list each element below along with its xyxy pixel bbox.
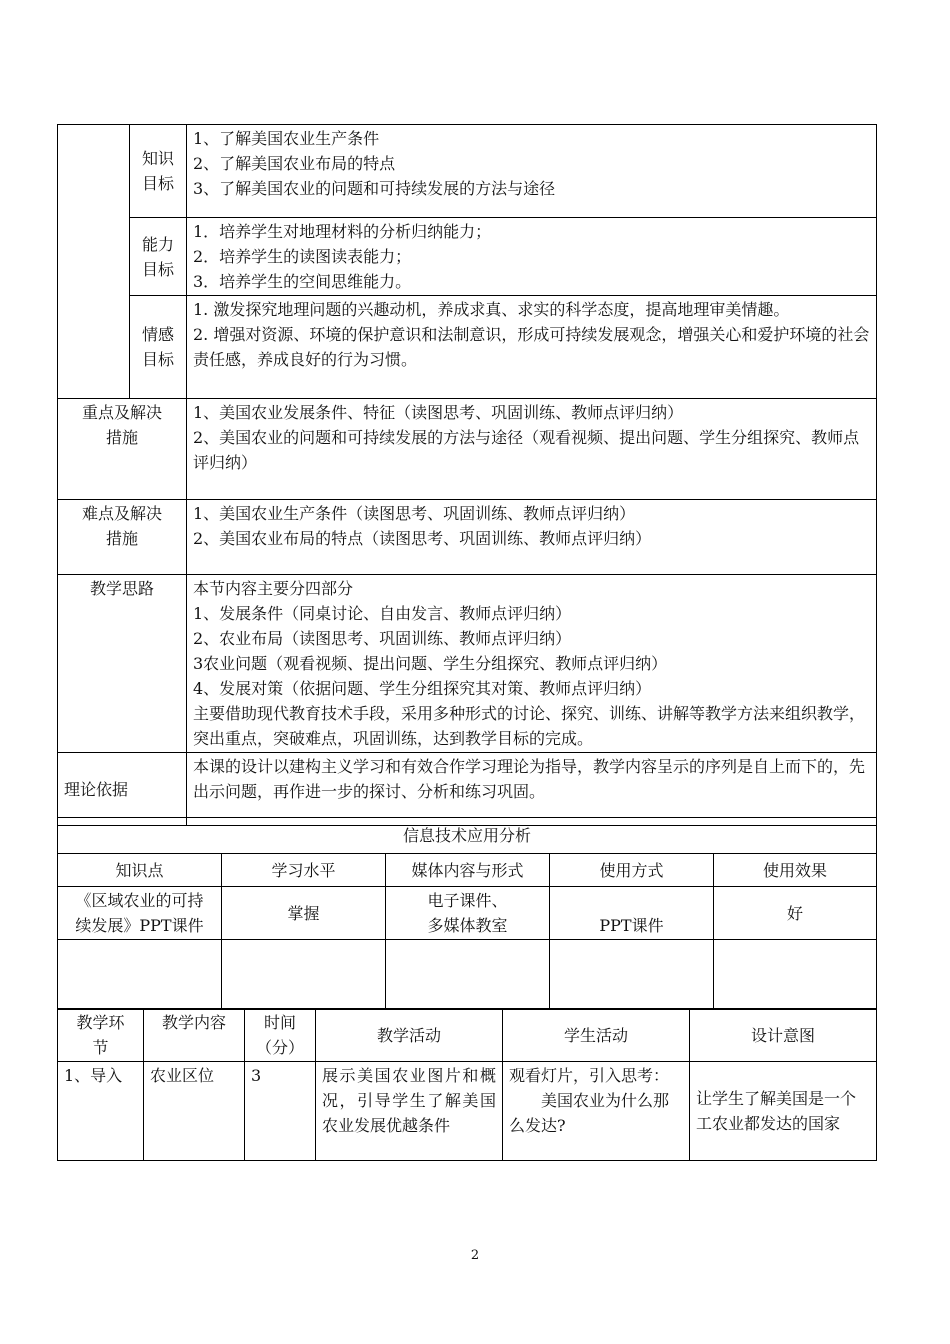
empty-cell	[222, 940, 386, 1010]
process-header-content: 教学内容	[144, 1009, 245, 1062]
process-time: 3	[245, 1062, 316, 1161]
row-usage-effect: 好	[714, 887, 877, 940]
page-number: 2	[470, 1248, 480, 1263]
emotion-goal-label: 情感 目标	[130, 296, 187, 399]
empty-cell	[58, 940, 222, 1010]
row-media-content: 电子课件、 多媒体教室	[386, 887, 550, 940]
knowledge-goal-content: 1、了解美国农业生产条件 2、了解美国农业布局的特点 3、了解美国农业的问题和可持续发展的方法与途径	[187, 125, 877, 218]
process-header-teacher-activity: 教学活动	[316, 1009, 503, 1062]
header-learning-level: 学习水平	[222, 854, 386, 887]
difficulties-label: 难点及解决 措施	[58, 500, 187, 575]
info-tech-table	[57, 817, 877, 1010]
header-usage-effect: 使用效果	[714, 854, 877, 887]
process-content: 农业区位	[144, 1062, 245, 1161]
process-header-stage: 教学环 节	[58, 1009, 144, 1062]
row-usage-method: PPT课件	[550, 887, 714, 940]
process-header-student-activity: 学生活动	[503, 1009, 690, 1062]
process-design-intent: 让学生了解美国是一个工农业都发达的国家	[690, 1062, 877, 1161]
emotion-goal-content: 1. 激发探究地理问题的兴趣动机，养成求真、求实的科学态度，提高地理审美情趣。 2. 增强对资源、环境的保护意识和法制意识，形成可持续发展观念，增强关心和爱护环境的社会责任感，养成良好的行为习惯。	[187, 296, 877, 399]
ability-goal-content: 1．培养学生对地理材料的分析归纳能力； 2．培养学生的读图读表能力； 3．培养学生的空间思维能力。	[187, 218, 877, 296]
goals-blank-cell	[58, 125, 130, 399]
process-header-design-intent: 设计意图	[690, 1009, 877, 1062]
process-header-time: 时间 （分）	[245, 1009, 316, 1062]
key-points-label: 重点及解决 措施	[58, 399, 187, 500]
approach-label: 教学思路	[58, 575, 187, 753]
process-table	[57, 1008, 877, 1161]
header-knowledge-point: 知识点	[58, 854, 222, 887]
info-tech-title: 信息技术应用分析	[58, 818, 877, 854]
header-usage-method: 使用方式	[550, 854, 714, 887]
approach-content: 本节内容主要分四部分 1、发展条件（同桌讨论、自由发言、教师点评归纳） 2、农业布局（读图思考、巩固训练、教师点评归纳） 3农业问题（观看视频、提出问题、学生分组探究、教师点评归纳） 4、发展对策（依据问题、学生分组探究其对策、教师点评归纳） 主要借助现代教育技术手段，采用多种形式的讨论、探究、训练、讲解等教学方法来组织教学，突出重点，突破难点，巩固训练，达到教学目标的完成。	[187, 575, 877, 753]
ability-goal-label: 能力 目标	[130, 218, 187, 296]
empty-cell	[714, 940, 877, 1010]
empty-cell	[386, 940, 550, 1010]
theory-label: 理论依据	[58, 753, 187, 826]
process-teacher-activity: 展示美国农业图片和概况，引导学生了解美国农业发展优越条件	[316, 1062, 503, 1161]
row-knowledge-point: 《区域农业的可持 续发展》PPT课件	[58, 887, 222, 940]
process-student-activity: 观看灯片，引入思考： 美国农业为什么那么发达?	[503, 1062, 690, 1161]
header-media-content: 媒体内容与形式	[386, 854, 550, 887]
theory-content: 本课的设计以建构主义学习和有效合作学习理论为指导，教学内容呈示的序列是自上而下的，先出示问题，再作进一步的探讨、分析和练习巩固。	[187, 753, 877, 826]
empty-cell	[550, 940, 714, 1010]
row-learning-level: 掌握	[222, 887, 386, 940]
difficulties-content: 1、美国农业生产条件（读图思考、巩固训练、教师点评归纳） 2、美国农业布局的特点（读图思考、巩固训练、教师点评归纳）	[187, 500, 877, 575]
goals-table	[57, 124, 877, 826]
process-stage: 1、导入	[58, 1062, 144, 1161]
knowledge-goal-label: 知识 目标	[130, 125, 187, 218]
key-points-content: 1、美国农业发展条件、特征（读图思考、巩固训练、教师点评归纳） 2、美国农业的问题和可持续发展的方法与途径（观看视频、提出问题、学生分组探究、教师点评归纳）	[187, 399, 877, 500]
